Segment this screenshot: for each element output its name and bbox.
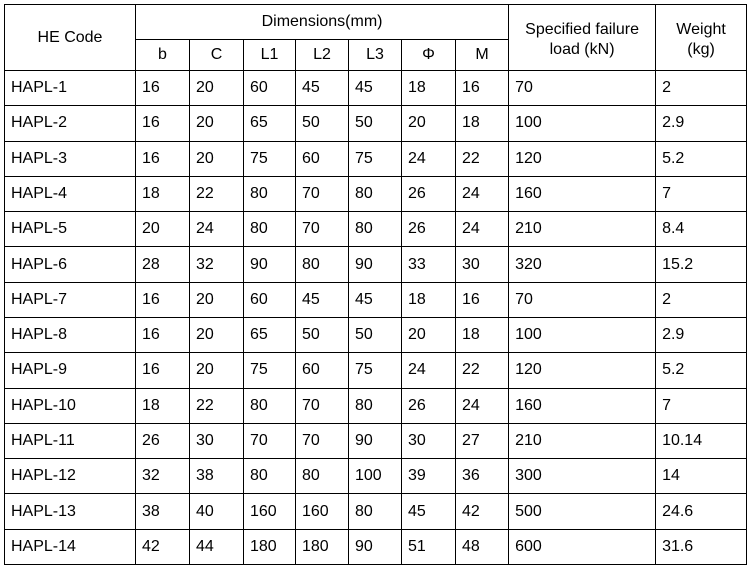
cell-b: 18: [136, 388, 190, 423]
cell-failure-load: 100: [509, 317, 656, 352]
cell-b: 18: [136, 176, 190, 211]
cell-failure-load: 70: [509, 282, 656, 317]
cell-phi: 26: [402, 176, 456, 211]
cell-c: 38: [190, 459, 244, 494]
cell-phi: 30: [402, 423, 456, 458]
cell-l1: 75: [244, 353, 296, 388]
cell-l1: 80: [244, 459, 296, 494]
cell-b: 42: [136, 529, 190, 564]
cell-he-code: HAPL-5: [5, 212, 136, 247]
cell-l1: 80: [244, 388, 296, 423]
table-row: [5, 388, 747, 423]
cell-phi: 45: [402, 494, 456, 529]
header-dimensions: Dimensions(mm): [136, 5, 509, 40]
cell-b: 26: [136, 423, 190, 458]
cell-weight: 5.2: [656, 353, 747, 388]
cell-failure-load: 120: [509, 141, 656, 176]
cell-he-code: HAPL-6: [5, 247, 136, 282]
cell-phi: 51: [402, 529, 456, 564]
cell-l1: 180: [244, 529, 296, 564]
cell-l2: 160: [296, 494, 349, 529]
cell-failure-load: 600: [509, 529, 656, 564]
cell-failure-load: 70: [509, 71, 656, 106]
cell-m: 16: [456, 71, 509, 106]
cell-l1: 160: [244, 494, 296, 529]
cell-m: 48: [456, 529, 509, 564]
table-row: [5, 212, 747, 247]
header-row-1: [5, 5, 747, 40]
cell-phi: 26: [402, 388, 456, 423]
cell-l3: 80: [349, 176, 402, 211]
cell-c: 24: [190, 212, 244, 247]
cell-m: 27: [456, 423, 509, 458]
cell-failure-load: 300: [509, 459, 656, 494]
cell-b: 16: [136, 71, 190, 106]
cell-m: 24: [456, 176, 509, 211]
cell-failure-load: 160: [509, 388, 656, 423]
cell-he-code: HAPL-7: [5, 282, 136, 317]
cell-weight: 31.6: [656, 529, 747, 564]
cell-b: 16: [136, 141, 190, 176]
cell-l3: 100: [349, 459, 402, 494]
table-row: [5, 494, 747, 529]
cell-b: 28: [136, 247, 190, 282]
cell-l1: 65: [244, 106, 296, 141]
cell-l1: 65: [244, 317, 296, 352]
header-dim-phi: Φ: [402, 40, 456, 71]
cell-l3: 90: [349, 423, 402, 458]
cell-l1: 75: [244, 141, 296, 176]
table-row: [5, 141, 747, 176]
cell-c: 20: [190, 353, 244, 388]
header-failure-load-line1: Specified failure: [509, 5, 656, 40]
table-row: [5, 106, 747, 141]
cell-c: 32: [190, 247, 244, 282]
table-row: [5, 353, 747, 388]
cell-l3: 45: [349, 71, 402, 106]
cell-l2: 70: [296, 388, 349, 423]
cell-m: 22: [456, 353, 509, 388]
cell-phi: 20: [402, 106, 456, 141]
cell-phi: 18: [402, 71, 456, 106]
cell-phi: 18: [402, 282, 456, 317]
cell-l2: 45: [296, 71, 349, 106]
cell-l2: 60: [296, 141, 349, 176]
cell-failure-load: 100: [509, 106, 656, 141]
cell-he-code: HAPL-12: [5, 459, 136, 494]
cell-weight: 10.14: [656, 423, 747, 458]
cell-failure-load: 210: [509, 423, 656, 458]
cell-he-code: HAPL-2: [5, 106, 136, 141]
cell-phi: 33: [402, 247, 456, 282]
header-dim-l1: L1: [244, 40, 296, 71]
cell-he-code: HAPL-9: [5, 353, 136, 388]
cell-l2: 70: [296, 423, 349, 458]
cell-m: 24: [456, 212, 509, 247]
cell-l2: 50: [296, 106, 349, 141]
cell-c: 30: [190, 423, 244, 458]
cell-m: 18: [456, 317, 509, 352]
cell-b: 16: [136, 106, 190, 141]
table-row: [5, 529, 747, 564]
cell-l3: 50: [349, 106, 402, 141]
table-row: [5, 423, 747, 458]
cell-c: 40: [190, 494, 244, 529]
table-row: [5, 459, 747, 494]
spec-table: [4, 4, 747, 565]
cell-c: 20: [190, 106, 244, 141]
cell-b: 16: [136, 353, 190, 388]
cell-l3: 45: [349, 282, 402, 317]
cell-weight: 24.6: [656, 494, 747, 529]
table-row: [5, 176, 747, 211]
cell-l1: 80: [244, 176, 296, 211]
cell-l3: 80: [349, 494, 402, 529]
cell-phi: 26: [402, 212, 456, 247]
cell-c: 20: [190, 71, 244, 106]
cell-b: 20: [136, 212, 190, 247]
cell-weight: 2.9: [656, 106, 747, 141]
cell-l3: 50: [349, 317, 402, 352]
cell-l2: 50: [296, 317, 349, 352]
cell-phi: 24: [402, 353, 456, 388]
header-weight-line2: (kg): [656, 40, 747, 71]
cell-he-code: HAPL-14: [5, 529, 136, 564]
cell-weight: 8.4: [656, 212, 747, 247]
header-failure-load-line2: load (kN): [509, 40, 656, 71]
cell-weight: 7: [656, 388, 747, 423]
cell-l3: 80: [349, 212, 402, 247]
cell-m: 16: [456, 282, 509, 317]
cell-l1: 60: [244, 282, 296, 317]
cell-l1: 90: [244, 247, 296, 282]
cell-he-code: HAPL-13: [5, 494, 136, 529]
cell-c: 22: [190, 176, 244, 211]
cell-l3: 80: [349, 388, 402, 423]
cell-failure-load: 500: [509, 494, 656, 529]
cell-c: 44: [190, 529, 244, 564]
cell-l1: 60: [244, 71, 296, 106]
cell-l3: 90: [349, 247, 402, 282]
table-row: [5, 282, 747, 317]
cell-m: 22: [456, 141, 509, 176]
cell-l2: 45: [296, 282, 349, 317]
cell-he-code: HAPL-3: [5, 141, 136, 176]
cell-phi: 39: [402, 459, 456, 494]
cell-weight: 5.2: [656, 141, 747, 176]
cell-b: 16: [136, 317, 190, 352]
cell-l1: 70: [244, 423, 296, 458]
cell-weight: 14: [656, 459, 747, 494]
header-dim-l2: L2: [296, 40, 349, 71]
cell-l2: 70: [296, 176, 349, 211]
table-body: [5, 71, 747, 565]
cell-he-code: HAPL-11: [5, 423, 136, 458]
cell-failure-load: 120: [509, 353, 656, 388]
cell-b: 16: [136, 282, 190, 317]
header-dim-m: M: [456, 40, 509, 71]
cell-l2: 80: [296, 247, 349, 282]
cell-m: 18: [456, 106, 509, 141]
cell-l1: 80: [244, 212, 296, 247]
cell-l3: 75: [349, 141, 402, 176]
cell-c: 20: [190, 141, 244, 176]
cell-l2: 70: [296, 212, 349, 247]
cell-he-code: HAPL-1: [5, 71, 136, 106]
cell-phi: 20: [402, 317, 456, 352]
table-row: [5, 317, 747, 352]
cell-l2: 60: [296, 353, 349, 388]
cell-phi: 24: [402, 141, 456, 176]
cell-failure-load: 160: [509, 176, 656, 211]
header-dim-c: C: [190, 40, 244, 71]
cell-he-code: HAPL-10: [5, 388, 136, 423]
table-row: [5, 247, 747, 282]
cell-weight: 2: [656, 282, 747, 317]
cell-l3: 75: [349, 353, 402, 388]
cell-failure-load: 320: [509, 247, 656, 282]
cell-m: 36: [456, 459, 509, 494]
header-he-code: HE Code: [5, 5, 136, 71]
cell-weight: 7: [656, 176, 747, 211]
cell-c: 20: [190, 317, 244, 352]
cell-m: 30: [456, 247, 509, 282]
cell-l3: 90: [349, 529, 402, 564]
cell-m: 42: [456, 494, 509, 529]
cell-b: 38: [136, 494, 190, 529]
header-dim-l3: L3: [349, 40, 402, 71]
cell-m: 24: [456, 388, 509, 423]
cell-c: 22: [190, 388, 244, 423]
cell-l2: 180: [296, 529, 349, 564]
header-dim-b: b: [136, 40, 190, 71]
cell-l2: 80: [296, 459, 349, 494]
cell-failure-load: 210: [509, 212, 656, 247]
cell-b: 32: [136, 459, 190, 494]
header-weight-line1: Weight: [656, 5, 747, 40]
table-row: [5, 71, 747, 106]
cell-c: 20: [190, 282, 244, 317]
cell-he-code: HAPL-4: [5, 176, 136, 211]
cell-he-code: HAPL-8: [5, 317, 136, 352]
spec-table-container: [4, 4, 746, 565]
cell-weight: 15.2: [656, 247, 747, 282]
cell-weight: 2: [656, 71, 747, 106]
cell-weight: 2.9: [656, 317, 747, 352]
